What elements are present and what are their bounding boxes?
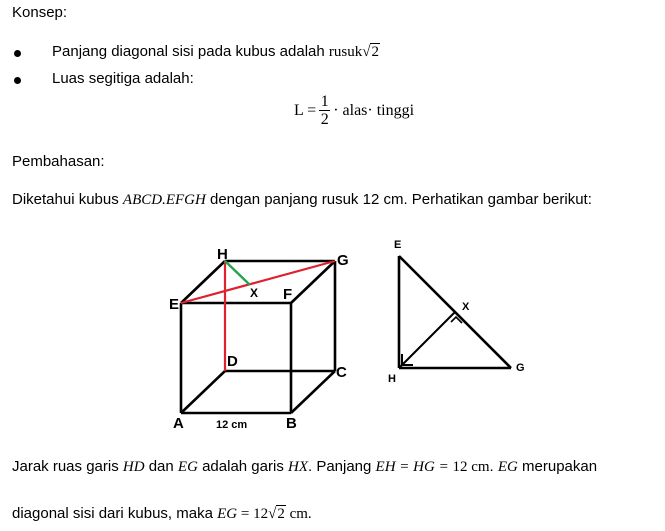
jarak-part4: . xyxy=(489,458,498,475)
jarak-line xyxy=(12,458,597,476)
label-H: H xyxy=(217,246,228,263)
eq-value: 12 cm xyxy=(452,459,490,475)
label-G: G xyxy=(337,252,349,269)
jarak-part5: merupakan xyxy=(517,458,598,475)
konsep-heading: Konsep: xyxy=(12,4,68,21)
jarak-part1: Jarak ruas garis xyxy=(12,458,123,475)
cube-name: ABCD.EFGH xyxy=(122,192,206,208)
diagonal-unit: cm. xyxy=(285,506,312,522)
label-X: X xyxy=(250,286,259,300)
label-E: E xyxy=(169,296,180,313)
var-HX: HX xyxy=(287,459,308,475)
eq-EH-HG: EH = HG = xyxy=(375,459,453,475)
var-EG-2: EG xyxy=(497,459,518,475)
konsep-bullet-2: Luas segitiga adalah: xyxy=(52,70,194,87)
bullet-1-text: Panjang diagonal sisi pada kubus adalah xyxy=(52,43,329,60)
jarak-part3: . Panjang xyxy=(307,458,376,475)
label-B: B xyxy=(286,415,297,432)
diketahui-part1: Diketahui kubus xyxy=(12,191,123,208)
label-A: A xyxy=(173,415,184,432)
formula-lhs: L = xyxy=(294,101,317,119)
diagonal-sqrt-radicand: 2 xyxy=(277,506,285,522)
label-F: F xyxy=(283,286,293,303)
tri-label-X: X xyxy=(462,301,470,313)
var-EG: EG xyxy=(177,459,198,475)
edge-AD xyxy=(181,371,225,413)
fraction-denominator: 2 xyxy=(320,111,329,128)
sqrt-symbol: √ xyxy=(362,44,371,60)
var-EG-3: EG xyxy=(217,506,238,522)
diagonal-eq: = 12 xyxy=(237,506,269,522)
tri-label-E: E xyxy=(394,239,402,251)
diagonal-line xyxy=(12,505,312,523)
edge-length-label: 12 cm xyxy=(216,419,248,431)
label-D: D xyxy=(227,353,238,370)
tri-label-G: G xyxy=(516,362,525,374)
sqrt-radicand: 2 xyxy=(371,44,379,60)
formula-rhs: · alas· tinggi xyxy=(333,101,415,119)
altitude-HX xyxy=(399,312,455,368)
diagonal-part1: diagonal sisi dari kubus, maka xyxy=(12,505,218,522)
jarak-part2: adalah garis xyxy=(197,458,288,475)
var-HD: HD xyxy=(122,459,145,475)
rusuk-label: rusuk xyxy=(328,44,363,60)
diketahui-part2: dengan panjang rusuk 12 cm. Perhatikan gambar berikut: xyxy=(205,191,592,208)
pembahasan-heading: Pembahasan: xyxy=(12,153,105,170)
tri-label-H: H xyxy=(388,373,396,385)
jarak-dan: dan xyxy=(144,458,178,475)
fraction-numerator: 1 xyxy=(320,93,329,110)
segment-HX xyxy=(225,261,250,285)
label-C: C xyxy=(336,364,347,381)
edge-BC xyxy=(291,371,335,413)
diagonal-sqrt-symbol: √ xyxy=(268,506,277,522)
